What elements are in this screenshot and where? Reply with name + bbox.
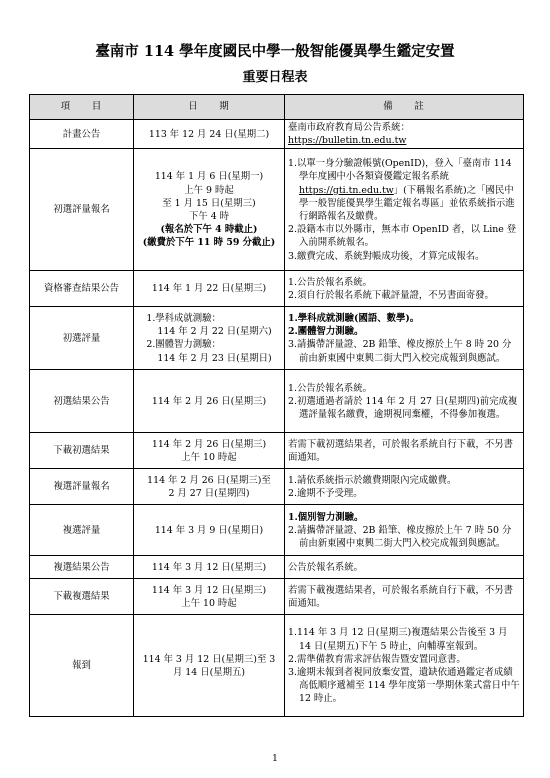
bulletin-link[interactable]: https://bulletin.tn.edu.tw <box>288 135 407 147</box>
row-date: 114 年 1 月 22 日(星期三) <box>134 271 285 307</box>
row-note: 公告於報名系統。 <box>285 556 524 579</box>
row-date: 114 年 2 月 26 日(星期三) <box>134 370 285 433</box>
column-header-item: 項 目 <box>30 95 134 120</box>
payment-deadline-note: (繳費於下午 11 時 59 分截止) <box>142 237 276 249</box>
note-item: 1.個別智力測驗。 <box>288 511 364 523</box>
row-note <box>285 370 524 433</box>
row-note <box>285 149 524 271</box>
row-note <box>285 120 524 149</box>
schedule-table <box>29 94 524 717</box>
date-line: 至 1 月 15 日(星期三) <box>162 197 256 209</box>
note-item <box>288 157 520 223</box>
date-line: 114 年 3 月 12 日(星期三)至 3 <box>142 653 276 665</box>
schedule-line: 114 年 2 月 22 日(星期六) <box>157 326 272 338</box>
note-item: 1.學科成就測驗(國語、數學)。 <box>288 313 420 324</box>
table-header-row <box>30 95 524 120</box>
date-line: 114 年 2 月 26 日(星期三)至 <box>147 474 271 486</box>
note-item: 2.需準備教育需求評估報告暨安置同意書。 <box>288 653 466 665</box>
table-row <box>30 556 524 579</box>
note-text: 1.以單一身分驗證帳號(OpenID)，登入「臺南市 114 學年度國中小各類資優鑑定報名系統 <box>288 158 512 183</box>
date-line: 上午 9 時起 <box>184 184 234 196</box>
row-note <box>285 271 524 307</box>
date-line: 114 年 2 月 26 日(星期三) <box>151 438 267 450</box>
page-number: 1 <box>272 754 278 764</box>
row-item: 初選評量報名 <box>30 149 134 271</box>
row-note <box>285 505 524 556</box>
row-item: 初選結果公告 <box>30 370 134 433</box>
deadline-note: (報名於下午 4 時截止) <box>160 224 258 236</box>
row-date: 113 年 12 月 24 日(星期二) <box>134 120 285 149</box>
date-line: 2 月 27 日(星期四) <box>168 487 250 499</box>
note-item: 2.逾期不予受理。 <box>288 487 363 499</box>
schedule-line: 1.學科成就測驗： <box>146 313 221 324</box>
schedule-line: 114 年 2 月 23 日(星期日) <box>157 352 272 364</box>
row-item: 初選評量 <box>30 307 134 370</box>
note-item: 3.逾期未報到者視同放棄安置，遺缺依通過鑑定者成績高低順序遞補至 114 學年度第一學期休業式當日中午 12 時止。 <box>288 666 520 705</box>
note-item: 1.公告於報名系統。 <box>288 382 372 394</box>
row-note <box>285 307 524 370</box>
table-row <box>30 469 524 505</box>
table-row <box>30 370 524 433</box>
row-item: 資格審查結果公告 <box>30 271 134 307</box>
note-item: 2.初選通過者請於 114 年 2 月 27 日(星期四)前完成複選評量報名繳費，逾期視同棄權，不得參加複選。 <box>288 395 518 420</box>
note-item: 1.114 年 3 月 12 日(星期三)複選結果公告後至 3 月 14 日(星期五)下午 5 時止，向輔導室報到。 <box>288 627 508 652</box>
row-date <box>134 579 285 615</box>
date-line: 114 年 1 月 6 日(星期一) <box>154 171 264 183</box>
table-row <box>30 579 524 615</box>
date-line: 114 年 3 月 12 日(星期三) <box>151 584 267 596</box>
row-note <box>285 469 524 505</box>
row-date: 114 年 3 月 9 日(星期日) <box>134 505 285 556</box>
table-row <box>30 307 524 370</box>
date-line: 下午 4 時 <box>188 210 230 222</box>
row-item: 複選評量報名 <box>30 469 134 505</box>
column-header-date: 日 期 <box>134 95 285 120</box>
row-date <box>134 469 285 505</box>
table-row <box>30 505 524 556</box>
row-date <box>134 615 285 717</box>
row-note <box>285 615 524 717</box>
note-item: 2.團體智力測驗。 <box>288 326 364 338</box>
document-title: 臺南市 114 學年度國民中學一般智能優異學生鑑定安置 <box>95 43 455 60</box>
table-row <box>30 271 524 307</box>
row-note: 若需下載初選結果者，可於報名系統自行下載，不另書面通知。 <box>285 433 524 469</box>
date-line: 月 14 日(星期五) <box>172 666 246 678</box>
column-header-note: 備 註 <box>285 95 524 120</box>
row-date <box>134 149 285 271</box>
row-date: 114 年 3 月 12 日(星期三) <box>134 556 285 579</box>
note-item: 1.公告於報名系統。 <box>288 276 372 288</box>
table-row <box>30 615 524 717</box>
row-item: 複選結果公告 <box>30 556 134 579</box>
row-note: 若需下載複選結果者，可於報名系統自行下載，不另書面通知。 <box>285 579 524 615</box>
note-item: 2.設籍本市以外縣市，無本市 OpenID 者，以 Line 登入前開系統報名。 <box>288 224 517 249</box>
note-text: 」(下稱報名系統)之「國民中學一般智能優異學生鑑定報名專區」並依系統指示進行網路報名及繳費。 <box>299 184 515 222</box>
date-line: 上午 10 時起 <box>181 597 237 609</box>
row-item: 下載複選結果 <box>30 579 134 615</box>
row-item: 計畫公告 <box>30 120 134 149</box>
row-date <box>134 307 285 370</box>
row-date <box>134 433 285 469</box>
row-item: 下載初選結果 <box>30 433 134 469</box>
note-item: 3.繳費完成、系統對帳成功後，才算完成報名。 <box>288 250 485 262</box>
note-item: 2.請攜帶評量證、2B 鉛筆、橡皮擦於上午 7 時 50 分前由新東國中東興二街大門入校完成報到與應試。 <box>288 524 512 549</box>
row-item: 報到 <box>30 615 134 717</box>
table-row <box>30 433 524 469</box>
table-row <box>30 120 524 149</box>
note-text: 臺南市政府教育局公告系統： <box>288 122 410 133</box>
table-row <box>30 149 524 271</box>
date-line: 上午 10 時起 <box>181 451 237 463</box>
document-subtitle: 重要日程表 <box>242 70 308 85</box>
row-item: 複選評量 <box>30 505 134 556</box>
schedule-line: 2.團體智力測驗： <box>146 339 221 351</box>
note-item: 1.請依系統指示於繳費期限內完成繳費。 <box>288 474 457 486</box>
registration-link[interactable]: https://gti.tn.edu.tw <box>299 184 394 196</box>
note-item: 2.須自行於報名系統下載評量證，不另書面寄發。 <box>288 289 494 301</box>
note-item: 3.請攜帶評量證、2B 鉛筆、橡皮擦於上午 8 時 20 分前由新東國中東興二街大門入校完成報到與應試。 <box>288 339 512 364</box>
